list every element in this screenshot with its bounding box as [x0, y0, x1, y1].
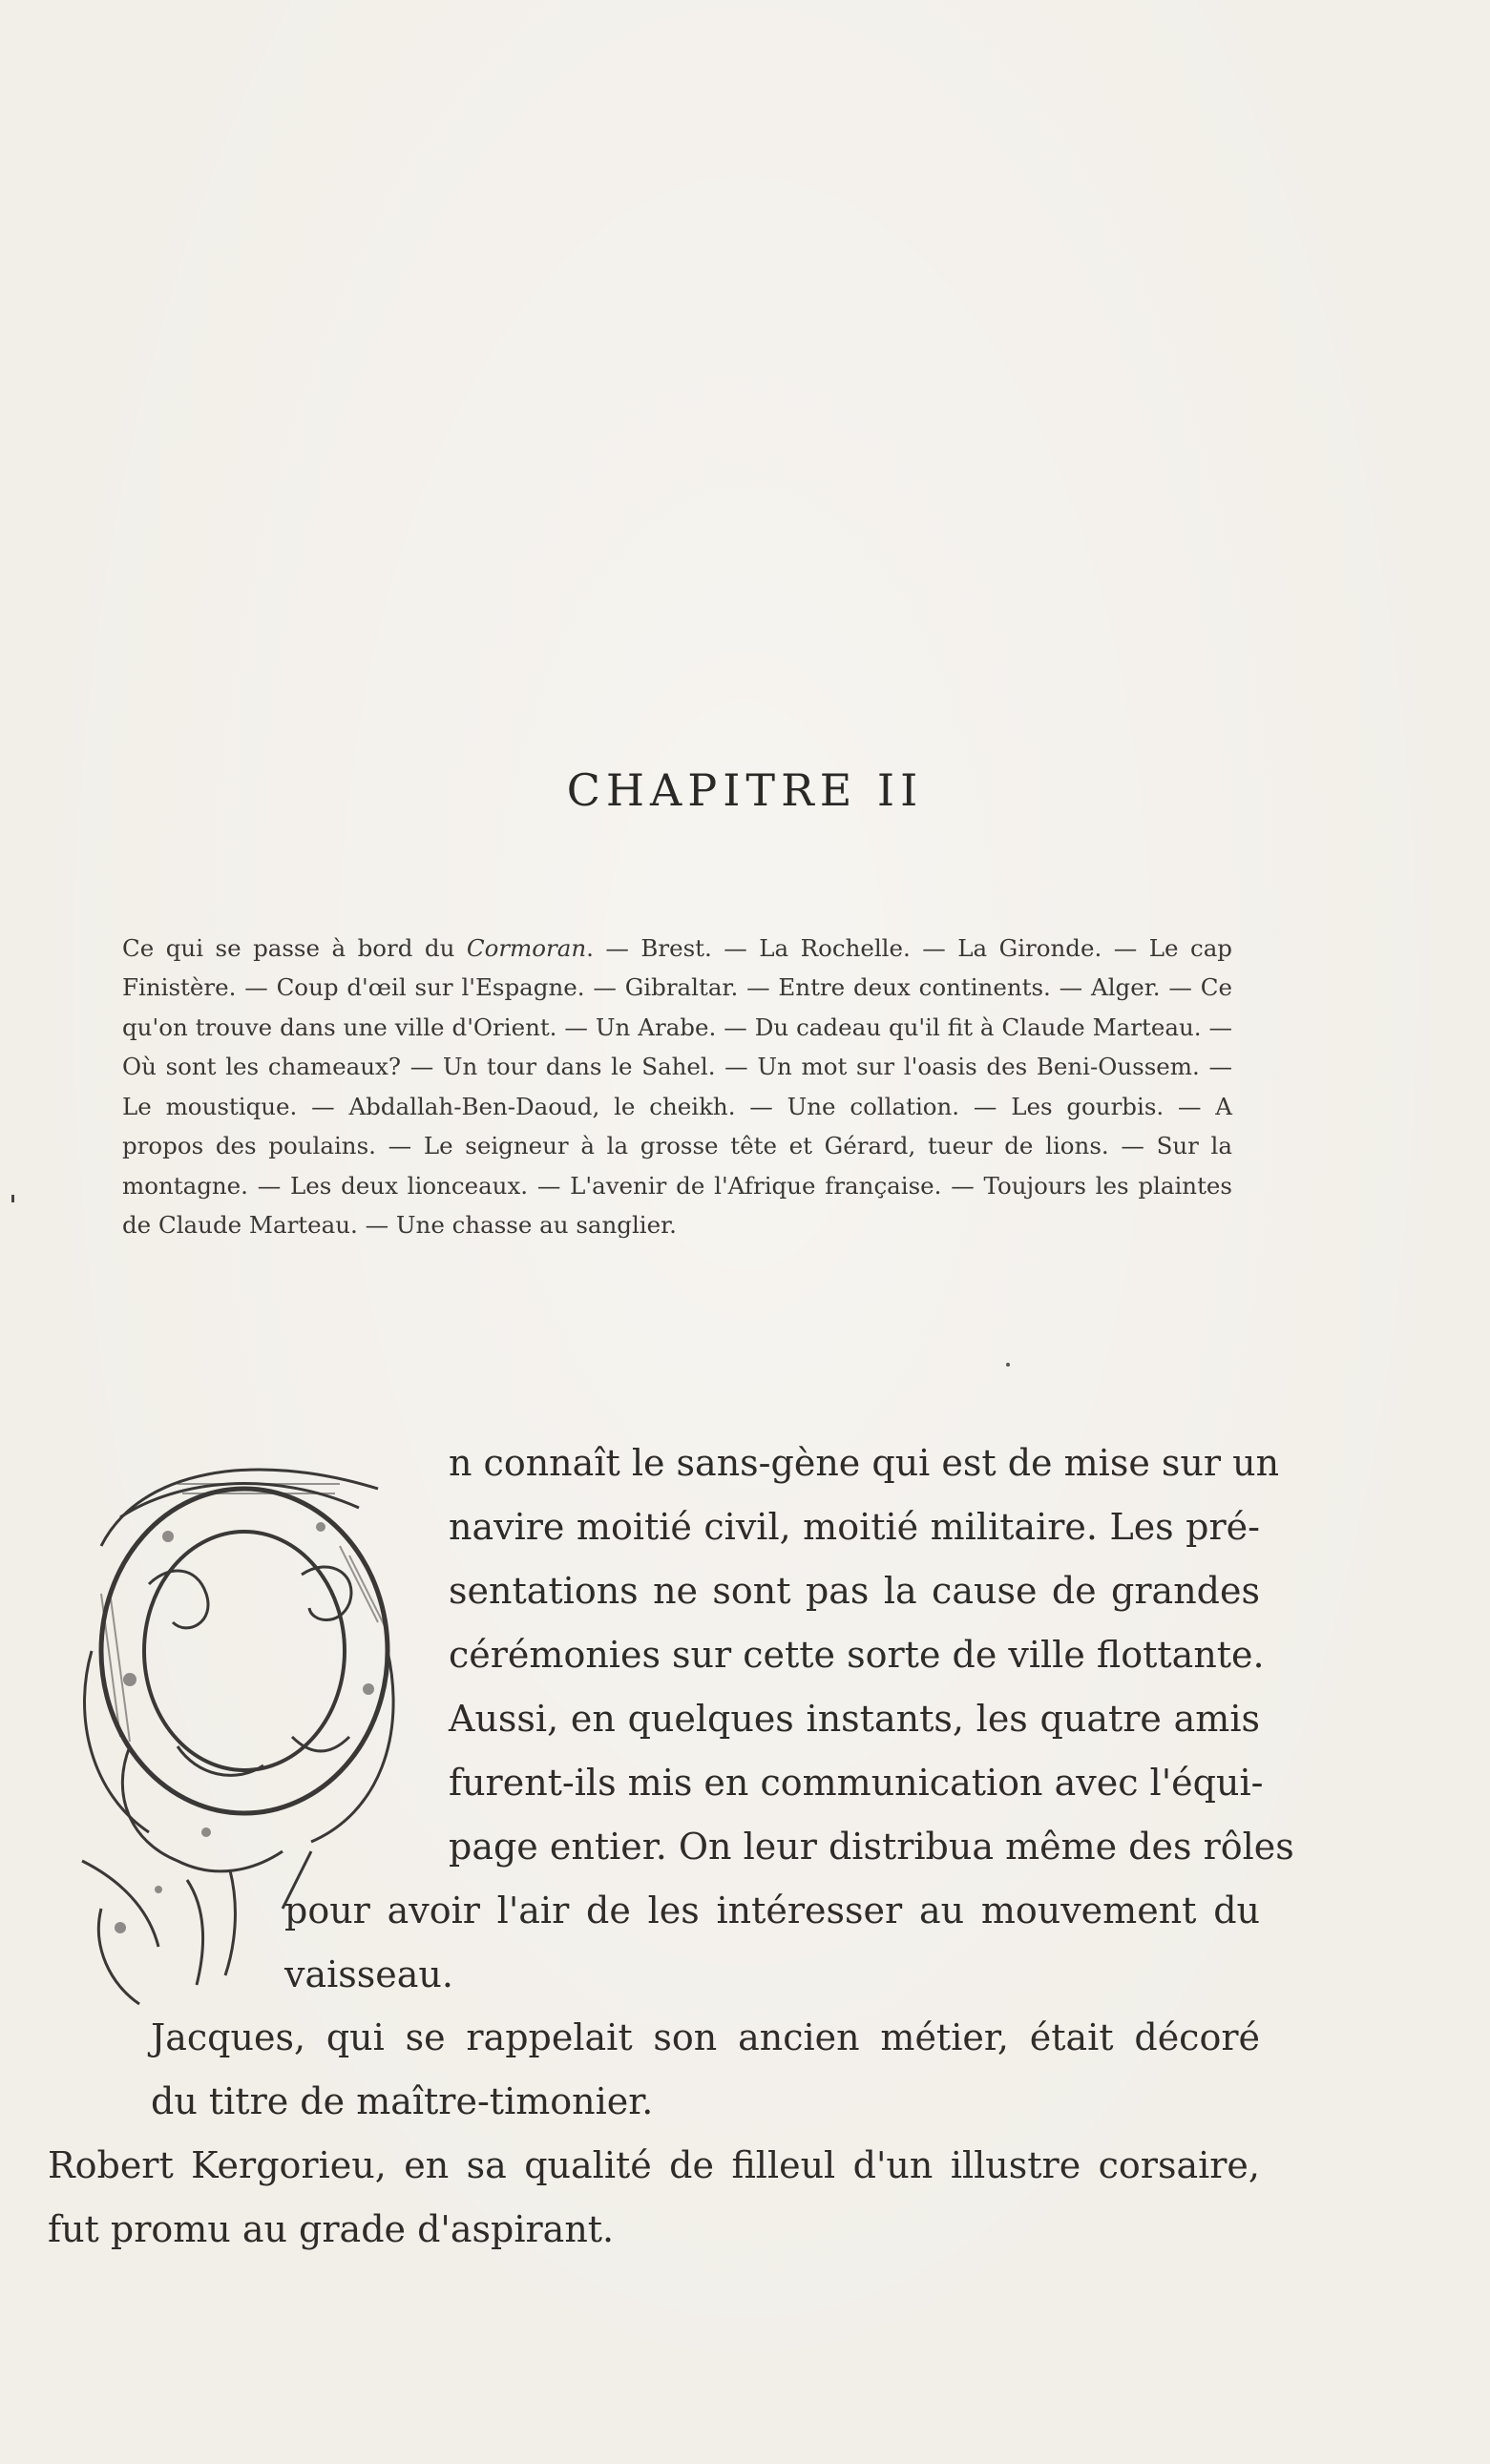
edge-mark: [11, 1195, 14, 1202]
paragraph-2-line: Jacques, qui se rappelait son ancien métier, était décoré: [151, 2016, 1260, 2058]
paragraph-3-line: fut promu au grade d'aspirant.: [48, 2208, 615, 2250]
paragraph-2-line: du titre de maître-timonier.: [151, 2080, 654, 2122]
body-line: Aussi, en quelques instants, les quatre amis: [449, 1698, 1260, 1740]
ship-name: Cormoran: [466, 933, 587, 962]
chapter-summary: [122, 929, 1232, 1245]
body-line: vaisseau.: [284, 1953, 453, 1995]
summary-lead: Ce qui se passe à bord du: [122, 933, 467, 962]
summary-rest: . — Brest. — La Rochelle. — La Gironde. — Le cap Finistère. — Coup d'œil sur l'Espagne. — Gibraltar. — Entre deux continents. — Alger. — Ce qu'on trouve dans une ville d'Orient. — Un Arabe. — Du cadeau qu'il fit à Claude Marteau. — Où sont les chameaux? — Un tour dans le Sahel. — Un mot sur l'oasis des Beni-Oussem. — Le moustique. — Abdallah-Ben-Daoud, le cheikh. — Une collation. — Les gourbis. — A propos des poulains. — Le seigneur à la grosse tête et Gérard, tueur de lions. — Sur la montagne. — Les deux lionceaux. — L'avenir de l'Afrique française. — Toujours les plaintes de Claude Marteau. — Une chasse au sanglier.: [122, 933, 1232, 1239]
paragraphs-2-3: [48, 2006, 1260, 2262]
body-line: navire moitié civil, moitié militaire. Les pré-: [449, 1506, 1260, 1548]
body-line: cérémonies sur cette sorte de ville flottante.: [449, 1634, 1265, 1676]
body-line: furent-ils mis en communication avec l'équi-: [449, 1762, 1264, 1804]
paper-speck: [1006, 1363, 1010, 1367]
chapter-title: CHAPITRE II: [566, 763, 924, 816]
body-line: n connaît le sans-gène qui est de mise sur un: [449, 1442, 1280, 1484]
paragraph-1-tail: [284, 1879, 1260, 2007]
paragraph-3-line: Robert Kergorieu, en sa qualité de filleul d'un illustre corsaire,: [48, 2144, 1260, 2186]
body-line: pour avoir l'air de les intéresser au mouvement du: [284, 1890, 1260, 1932]
show-through-text: [363, 143, 1126, 1002]
body-line: sentations ne sont pas la cause de grandes: [449, 1570, 1260, 1612]
body-line: page entier. On leur distribua même des rôles: [449, 1826, 1294, 1868]
paragraph-1-wrapped: [449, 1431, 1294, 1879]
